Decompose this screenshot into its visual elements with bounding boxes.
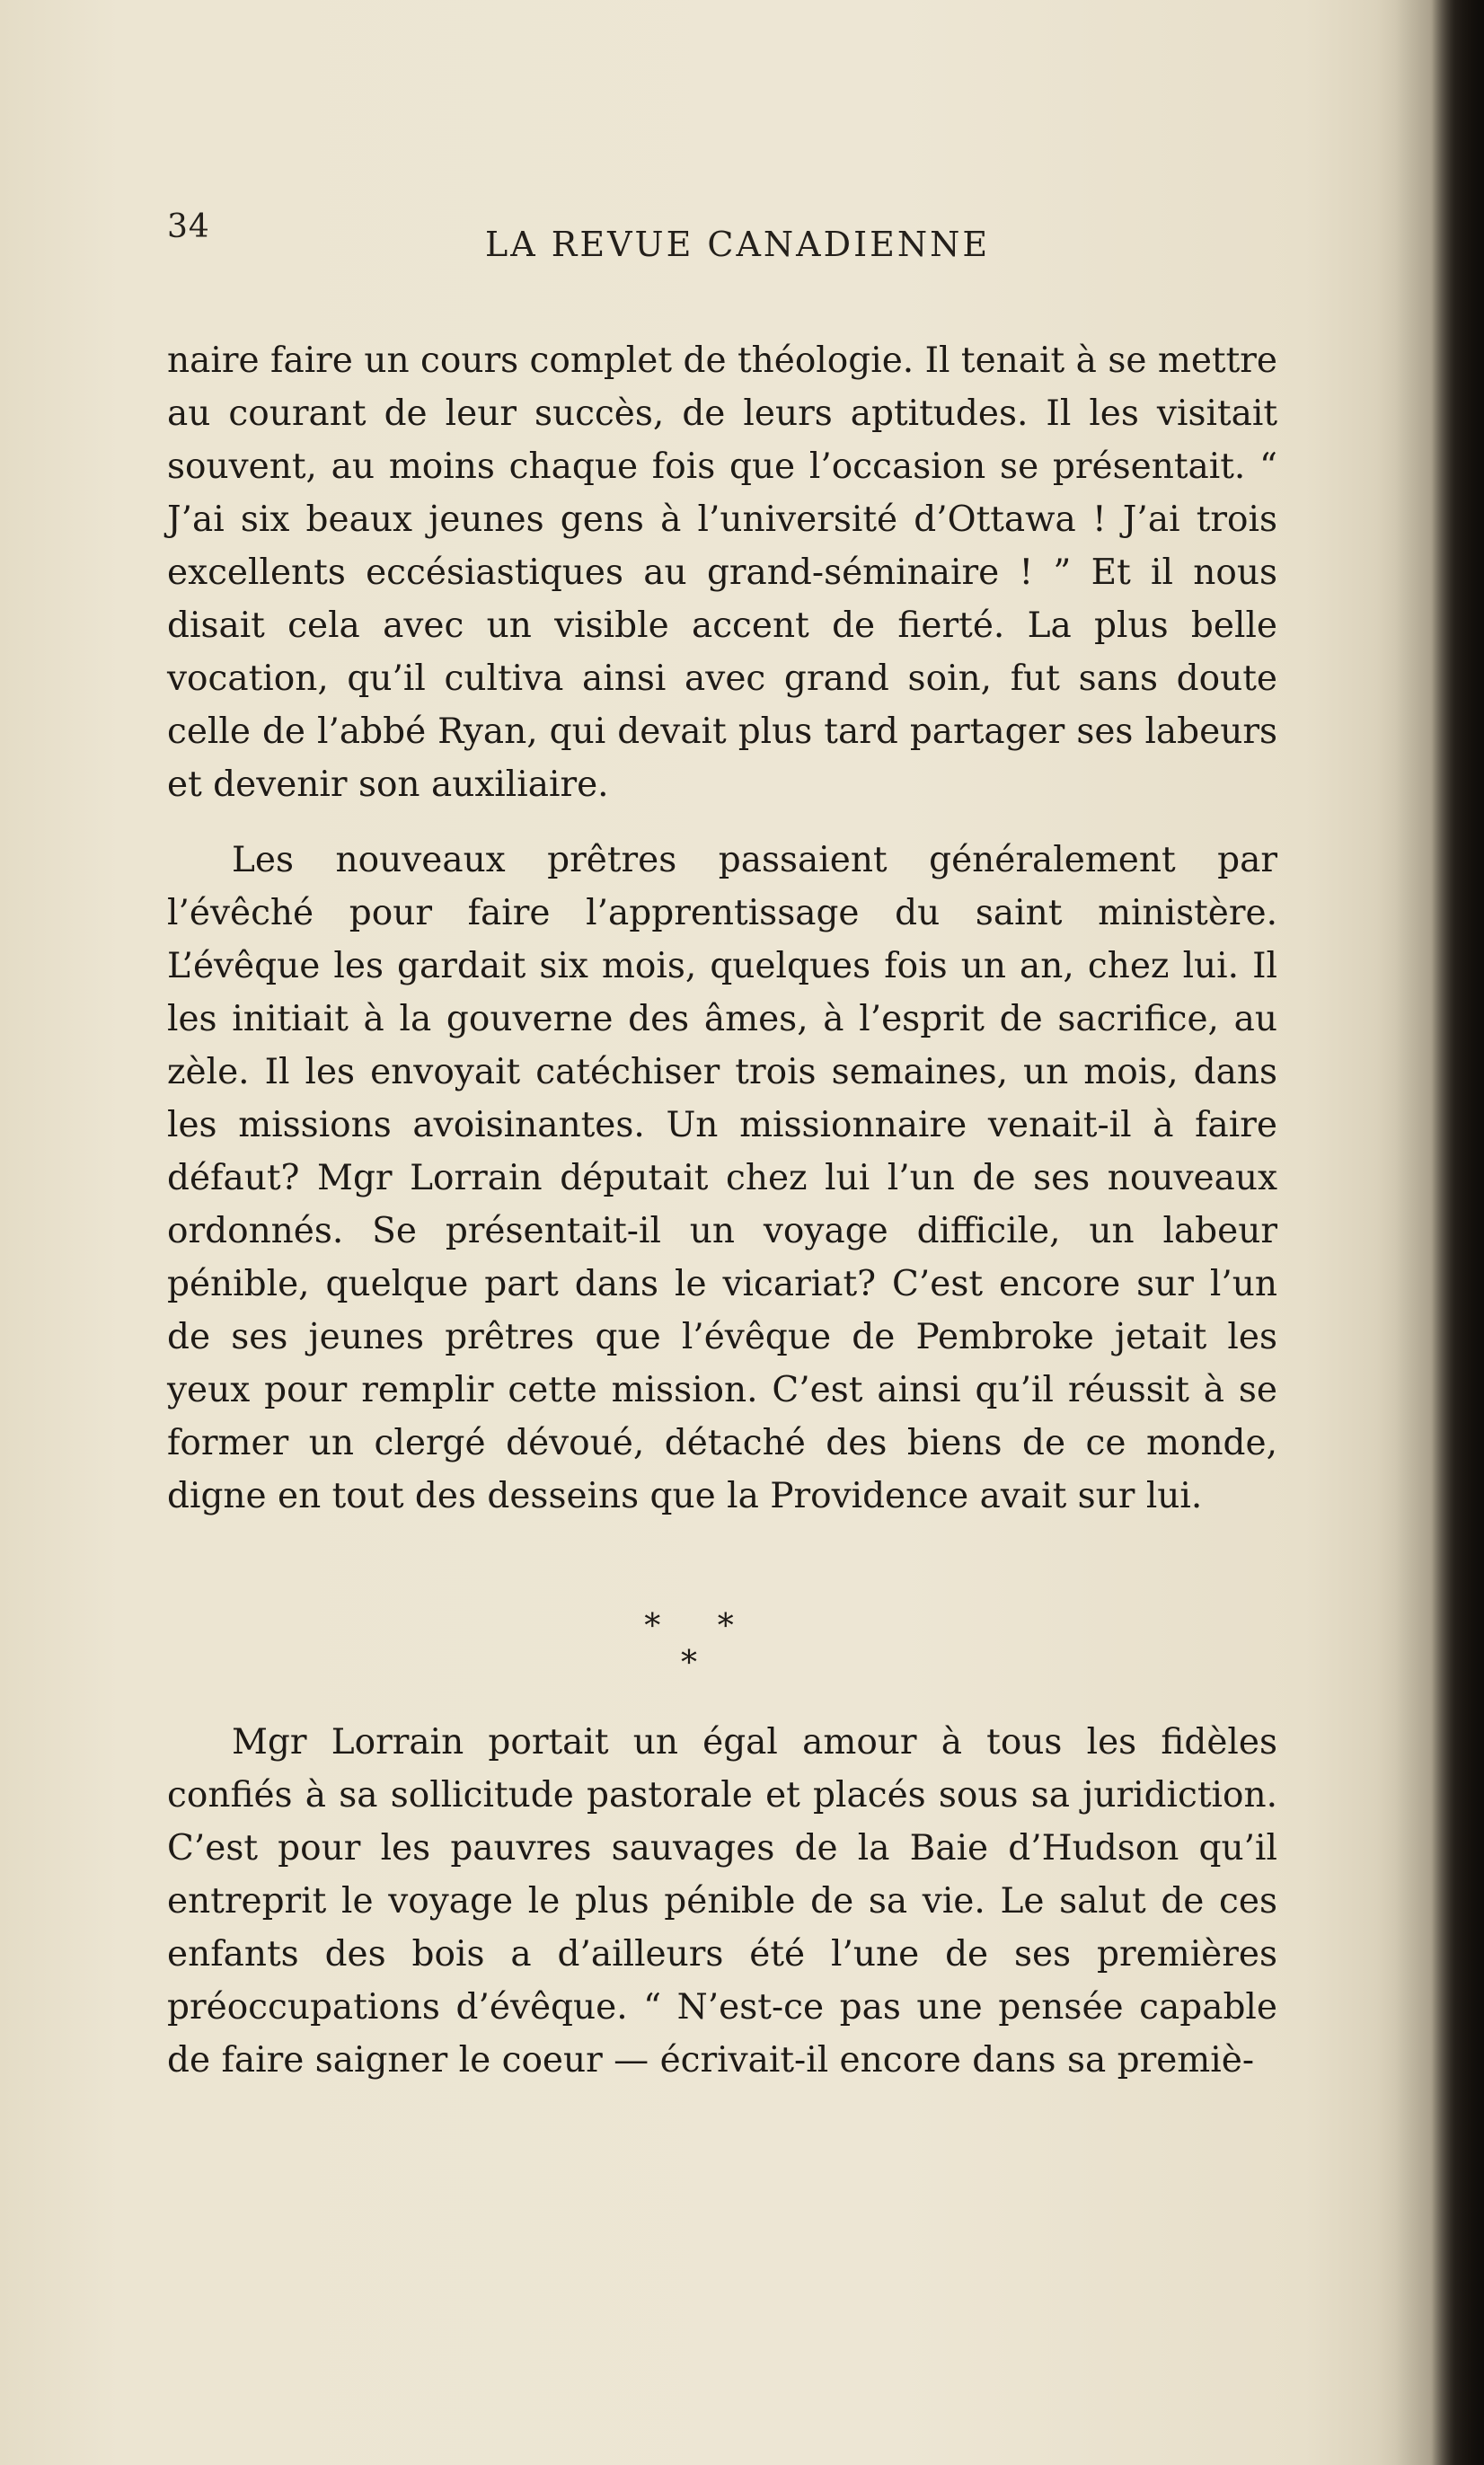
page-edge-shadow	[1376, 0, 1484, 2465]
paragraph-text: Les nouveaux prêtres passaient généralement par l’évêché pour faire l’apprentissage du saint ministère. L’évêque les gardait six mois, quelques fois un an, chez lui. Il les initiait à la gouverne des âmes, à l’esprit de sacrifice, au zèle. Il les envoyait catéchiser trois semaines, un mois, dans les missions avoisinantes. Un missionnaire venait-il à faire défaut? Mgr Lorrain députait chez lui l’un de ses nouveaux ordonnés. Se présentait-il un voyage difficile, un labeur pénible, quelque part dans le vicariat? C’est encore sur l’un de ses jeunes prêtres que l’évêque de Pembroke jetait les yeux pour remplir cette mission. C’est ainsi qu’il réussit à se former un clergé dévoué, détaché des biens de ce monde, digne en tout des desseins que la Providence avait sur lui.	[167, 840, 1277, 1516]
section-separator: * * *	[644, 1608, 757, 1682]
paragraph-hudson-bay	[167, 1716, 1277, 2087]
paragraph-text: naire faire un cours complet de théologie. Il tenait à se mettre au courant de leur succès, de leurs aptitudes. Il les visitait souvent, au moins chaque fois que l’occasion se présentait. “ J’ai six beaux jeunes gens à l’université d’Ottawa ! J’ai trois excellents eccésiastiques au grand-séminaire ! ” Et il nous disait cela avec un visible accent de fierté. La plus belle vocation, qu’il cultiva ainsi avec grand soin, fut sans doute celle de l’abbé Ryan, qui devait plus tard partager ses labeurs et devenir son auxiliaire.	[167, 340, 1277, 805]
paragraph-new-priests	[167, 834, 1277, 1523]
paragraph-continued	[167, 334, 1277, 811]
paragraph-text: Mgr Lorrain portait un égal amour à tous les fidèles confiés à sa sollicitude pastorale et placés sous sa juridiction. C’est pour les pauvres sauvages de la Baie d’Hudson qu’il entreprit le voyage le plus pénible de sa vie. Le salut de ces enfants des bois a d’ailleurs été l’une de ses premières préoccupations d’évêque. “ N’est-ce pas une pensée capable de faire saigner le coeur — écrivait-il encore dans sa premiè-	[167, 1722, 1277, 2081]
page-number: 34	[167, 208, 210, 245]
running-head: LA REVUE CANADIENNE	[485, 225, 991, 264]
